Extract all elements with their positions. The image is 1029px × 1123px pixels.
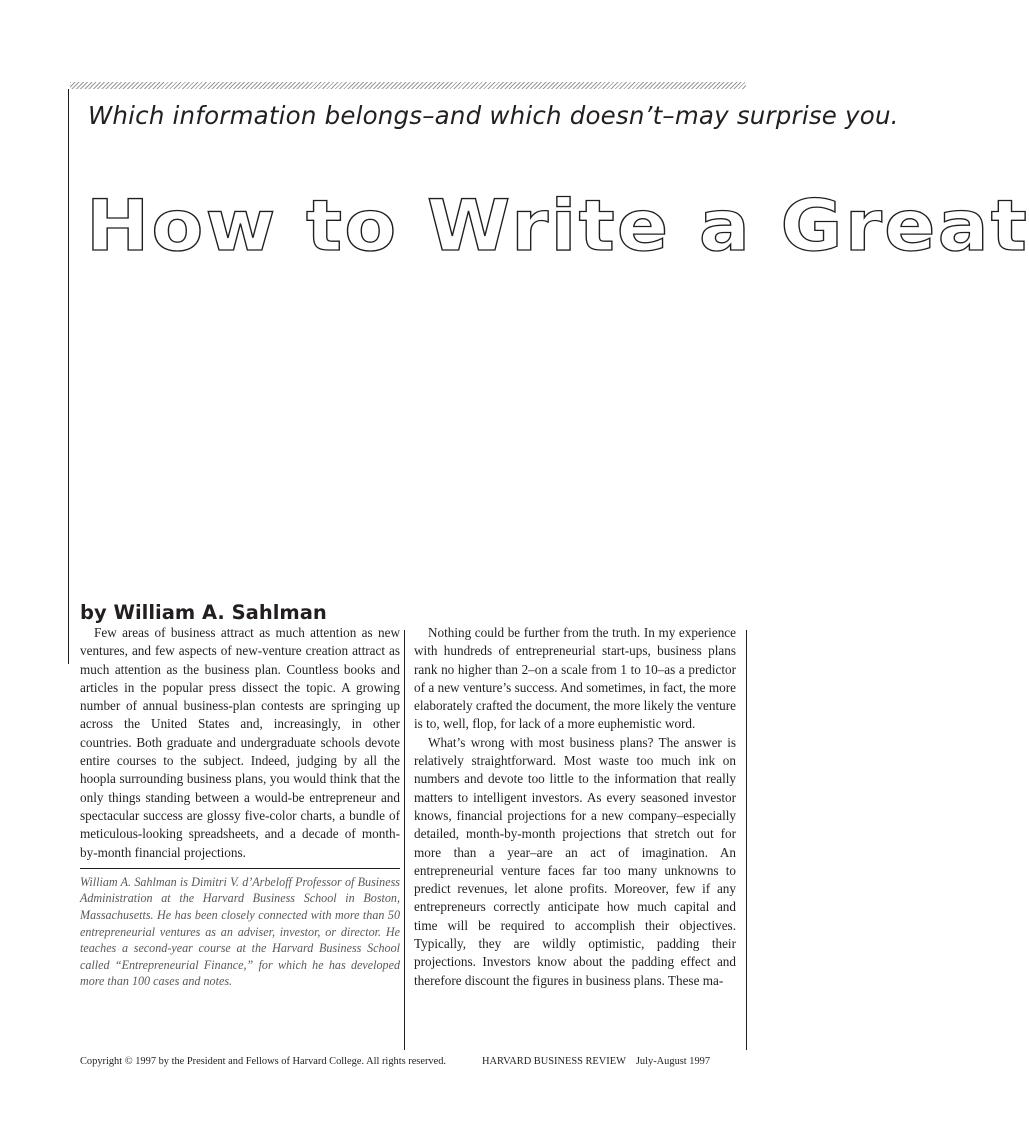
- publication-footer: [482, 1056, 720, 1067]
- article-kicker: Which information belongs–and which doesn’t–may surprise you.: [88, 101, 899, 130]
- publication-name: HARVARD BUSINESS REVIEW: [482, 1056, 626, 1067]
- left-vertical-rule: [68, 89, 69, 664]
- author-byline: by William A. Sahlman: [80, 601, 327, 624]
- intro-paragraph: Few areas of business attract as much attention as new ventures, and few aspects of new-venture creation attract as much attention as the business plan. Countless books and articles in the popular press dissect the topic. A growing number of annual business-plan contests are springing up across the United States and, increasingly, in other countries. Both graduate and undergraduate schools devote entire courses to the subject. Indeed, judging by all the hoopla surrounding business plans, you would think that the only things standing between a would-be entrepreneur and spectacular success are glossy five-color charts, a bundle of meticulous-looking spreadsheets, and a decade of month-by-month financial projections.: [80, 625, 400, 860]
- decorative-hatch-band: [70, 82, 746, 89]
- column-divider: [404, 630, 405, 1050]
- right-text-column: [414, 624, 736, 990]
- body-paragraph-1: Nothing could be further from the truth. In my experience with hundreds of entrepreneurial start-ups, business plans rank no higher than 2–on a scale from 1 to 10–as a predictor of a new venture’s success. And sometimes, in fact, the more elaborately crafted the document, the more likely the venture is to, well, flop, for lack of a more euphemistic word.: [414, 625, 736, 732]
- body-paragraph-2: What’s wrong with most business plans? The answer is relatively straightforward. Most waste too much ink on numbers and devote too little to the information that really matters to intelligent investors. As every seasoned investor knows, financial projections for a new company–especially detailed, month-by-month projections that stretch out for more than a year–are an act of imagination. An entrepreneurial venture faces far too many unknowns to predict revenues, let alone profits. Moreover, few if any entrepreneurs correctly anticipate how much capital and time will be required to accomplish their objectives. Typically, they are wildly optimistic, padding their projections. Investors know about the padding effect and therefore discount the figures in business plans. These ma-: [414, 734, 736, 988]
- bio-divider: [80, 868, 400, 869]
- copyright-notice: Copyright © 1997 by the President and Fellows of Harvard College. All rights reserved.: [80, 1056, 447, 1067]
- right-vertical-rule: [746, 630, 747, 1050]
- author-bio: William A. Sahlman is Dimitri V. d’Arbeloff Professor of Business Administration at the Harvard Business School in Boston, Massachusetts. He has been closely connected with more than 50 entrepreneurial ventures as an adviser, investor, or director. He teaches a second-year course at the Harvard Business School called “Entrepreneurial Finance,” for which he has developed more than 100 cases and notes.: [80, 874, 400, 989]
- left-text-column: [80, 624, 400, 990]
- issue-date: July-August 1997: [635, 1056, 711, 1067]
- article-headline: How to Write a Great: [86, 185, 1029, 267]
